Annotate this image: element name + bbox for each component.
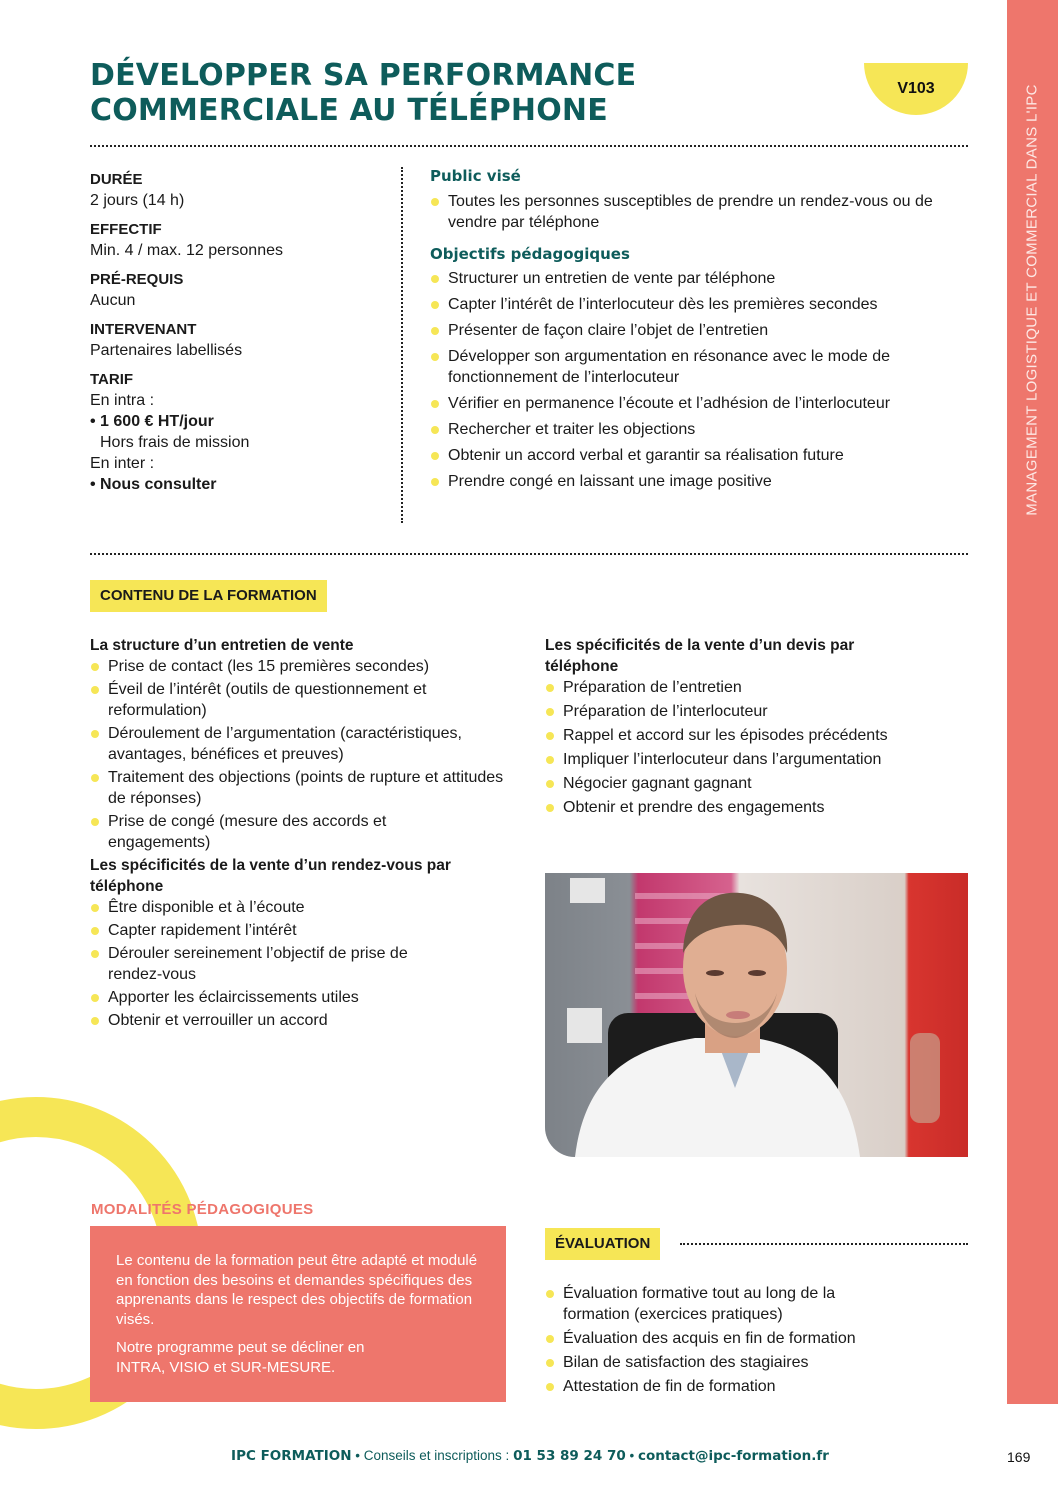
prerequis-label: PRÉ-REQUIS	[90, 271, 184, 288]
evaluation-list	[545, 1283, 975, 1397]
footer-text: Conseils et inscriptions :	[363, 1448, 514, 1463]
list-item: Impliquer l’interlocuteur dans l’argumentation	[545, 749, 975, 770]
inter-label: En inter :	[90, 455, 155, 472]
section-heading: Les spécificités de la vente d’un devis par téléphone	[545, 637, 855, 675]
section-heading: Les spécificités de la vente d’un rendez-vous par téléphone	[90, 857, 451, 895]
list-item: Rechercher et traiter les objections	[430, 419, 980, 440]
list-item: Obtenir un accord verbal et garantir sa réalisation future	[430, 445, 980, 466]
public-heading: Public visé	[430, 167, 521, 185]
list-item: Obtenir et verrouiller un accord	[90, 1010, 510, 1031]
public-list	[430, 191, 980, 233]
duree-label: DURÉE	[90, 171, 143, 188]
photo-man-at-desk	[545, 873, 968, 1157]
list-item: Évaluation formative tout au long de la formation (exercices pratiques)	[545, 1283, 893, 1325]
footer-email[interactable]: contact@ipc-formation.fr	[638, 1448, 829, 1464]
intra-label: En intra :	[90, 392, 155, 409]
list-item: Prendre congé en laissant une image positive	[430, 471, 980, 492]
intra-price: • 1 600 € HT/jour	[90, 413, 214, 430]
contenu-label: CONTENU DE LA FORMATION	[90, 580, 327, 612]
evaluation-label: ÉVALUATION	[545, 1228, 660, 1260]
contenu-right-column	[545, 635, 975, 821]
list-item: Attestation de fin de formation	[545, 1376, 975, 1397]
photo-illustration	[545, 873, 968, 1157]
inter-value: • Nous consulter	[90, 476, 217, 493]
list-item: Préparation de l’entretien	[545, 677, 975, 698]
list-item: Éveil de l’intérêt (outils de questionnement et reformulation)	[90, 679, 498, 721]
footer-brand: IPC FORMATION	[231, 1448, 352, 1464]
list-item: Prise de contact (les 15 premières secondes)	[90, 656, 510, 677]
modalites-paragraph: Notre programme peut se décliner en INTRA, VISIO et SUR-MESURE.	[116, 1339, 365, 1376]
section-list	[90, 897, 510, 1031]
list-item: Être disponible et à l’écoute	[90, 897, 510, 918]
info-panel	[90, 169, 390, 495]
prerequis-value: Aucun	[90, 292, 136, 309]
list-item: Capter rapidement l’intérêt	[90, 920, 510, 941]
evaluation-section	[545, 1228, 660, 1260]
title-line-2: COMMERCIALE AU TÉLÉPHONE	[90, 93, 608, 128]
list-item: Toutes les personnes susceptibles de prendre un rendez-vous ou de vendre par téléphone	[430, 191, 980, 233]
divider-vertical	[401, 167, 403, 523]
contenu-section	[90, 580, 327, 612]
objectifs-list	[430, 268, 980, 492]
list-item: Présenter de façon claire l’objet de l’entretien	[430, 320, 980, 341]
list-item: Préparation de l’interlocuteur	[545, 701, 975, 722]
modalites-box	[90, 1226, 506, 1402]
list-item: Déroulement de l’argumentation (caractéristiques, avantages, bénéfices et preuves)	[90, 723, 478, 765]
divider-evaluation	[680, 1243, 968, 1245]
list-item: Structurer un entretien de vente par téléphone	[430, 268, 980, 289]
list-item: Bilan de satisfaction des stagiaires	[545, 1352, 975, 1373]
list-item: Dérouler sereinement l’objectif de prise de rendez-vous	[90, 943, 448, 985]
objectives-panel	[430, 167, 980, 497]
side-band	[1007, 0, 1058, 1404]
list-item: Évaluation des acquis en fin de formation	[545, 1328, 975, 1349]
intra-note: Hors frais de mission	[100, 434, 250, 451]
footer-separator: •	[625, 1448, 639, 1463]
section-heading: La structure d’un entretien de vente	[90, 637, 354, 654]
course-code-badge	[864, 63, 968, 115]
intervenant-label: INTERVENANT	[90, 321, 197, 338]
section-list	[545, 677, 975, 818]
footer-phone[interactable]: 01 53 89 24 70	[513, 1448, 626, 1464]
duree-value: 2 jours (14 h)	[90, 192, 185, 209]
list-item: Traitement des objections (points de rupture et attitudes de réponses)	[90, 767, 508, 809]
list-item: Négocier gagnant gagnant	[545, 773, 975, 794]
tarif-label: TARIF	[90, 371, 134, 388]
section-list	[90, 656, 510, 853]
effectif-value: Min. 4 / max. 12 personnes	[90, 242, 283, 259]
list-item: Capter l’intérêt de l’interlocuteur dès les premières secondes	[430, 294, 980, 315]
contenu-left-column	[90, 635, 510, 1033]
list-item: Prise de congé (mesure des accords et engagements)	[90, 811, 458, 853]
list-item: Obtenir et prendre des engagements	[545, 797, 975, 818]
intervenant-value: Partenaires labellisés	[90, 342, 243, 359]
page-number: 169	[1007, 1449, 1031, 1465]
footer-separator: •	[351, 1448, 364, 1463]
divider-middle	[90, 553, 968, 555]
modalites-paragraph: Le contenu de la formation peut être adapté et modulé en fonction des besoins et demandes spécifiques des apprenants dans le respect des objectifs de formation visés.	[116, 1252, 478, 1328]
course-code: V103	[897, 80, 935, 97]
divider-top	[90, 145, 968, 147]
title-line-1: DÉVELOPPER SA PERFORMANCE	[90, 58, 637, 93]
objectifs-heading: Objectifs pédagogiques	[430, 245, 630, 263]
page-title	[90, 58, 636, 128]
modalites-heading: MODALITÉS PÉDAGOGIQUES	[91, 1201, 314, 1218]
footer-contact-line	[200, 1448, 860, 1464]
list-item: Apporter les éclaircissements utiles	[90, 987, 510, 1008]
list-item: Rappel et accord sur les épisodes précédents	[545, 725, 975, 746]
list-item: Vérifier en permanence l’écoute et l’adhésion de l’interlocuteur	[430, 393, 980, 414]
list-item: Développer son argumentation en résonance avec le mode de fonctionnement de l’interlocuteur	[430, 346, 980, 388]
side-band-text: MANAGEMENT LOGISTIQUE ET COMMERCIAL DANS L'IPC	[1023, 84, 1041, 516]
evaluation-list-wrap	[545, 1283, 975, 1400]
effectif-label: EFFECTIF	[90, 221, 162, 238]
